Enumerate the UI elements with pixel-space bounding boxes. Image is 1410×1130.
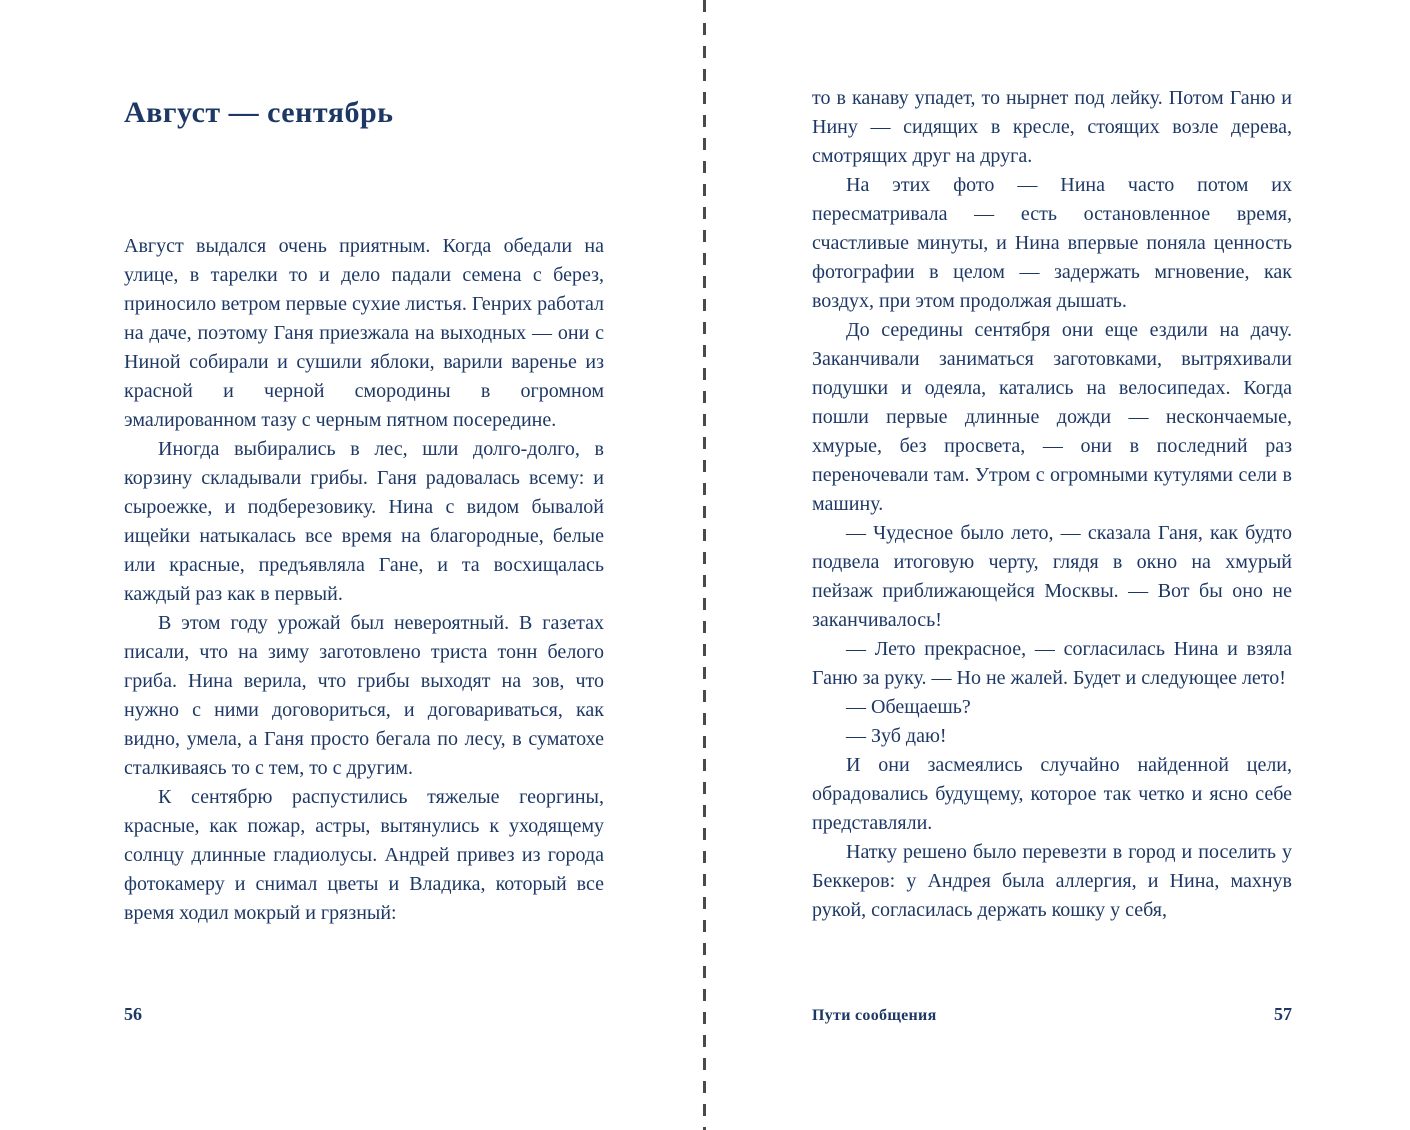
- right-footer: [812, 1004, 1292, 1025]
- paragraph: И они засмеялись случайно найденной цели, обрадовались будущему, которое так четко и ясно себе представляли.: [812, 754, 1292, 834]
- page-right: [705, 0, 1410, 1130]
- paragraph: — Обещаешь?: [846, 696, 971, 718]
- paragraph: В этом году урожай был невероятный. В газетах писали, что на зиму заготовлено триста тонн белого гриба. Нина верила, что грибы выходят на зов, что нужно с ними договориться, и договариваться, как видно, умела, а Ганя просто бегала по лесу, в суматохе сталкиваясь то с тем, то с другим.: [124, 612, 604, 779]
- paragraph: До середины сентября они еще ездили на дачу. Заканчивали заниматься заготовками, вытряхивали подушки и одеяла, катались на велосипедах. Когда пошли первые длинные дожди — нескончаемые, хмурые, без просвета, — они в последний раз переночевали там. Утром с огромными кутулями сели в машину.: [812, 319, 1292, 515]
- page-number-right: 57: [1274, 1004, 1292, 1024]
- paragraph: — Зуб даю!: [846, 725, 947, 747]
- chapter-heading: Август — сентябрь: [124, 96, 394, 129]
- paragraph: — Чудесное было лето, — сказала Ганя, как будто подвела итоговую черту, глядя в окно на хмурый пейзаж приближающейся Москвы. — Вот бы оно не заканчивалось!: [812, 522, 1292, 631]
- paragraph: — Лето прекрасное, — согласилась Нина и взяла Ганю за руку. — Но не жалей. Будет и следующее лето!: [812, 638, 1292, 689]
- paragraph: К сентябрю распустились тяжелые георгины, красные, как пожар, астры, вытянулись к уходящему солнцу длинные гладиолусы. Андрей привез из города фотокамеру и снимал цветы и Владика, который все время ходил мокрый и грязный:: [124, 786, 604, 924]
- right-text-column: [812, 84, 1292, 925]
- left-footer: [124, 1004, 604, 1025]
- running-title: Пути сообщения: [812, 1007, 937, 1024]
- paragraph: На этих фото — Нина часто потом их пересматривала — есть остановленное время, счастливые минуты, и Нина впервые поняла ценность фотографии в целом — задержать мгновение, как воздух, при этом продолжая дышать.: [812, 174, 1292, 312]
- paragraph: Натку решено было перевезти в город и поселить у Беккеров: у Андрея была аллергия, и Нина, махнув рукой, согласилась держать кошку у себя,: [812, 841, 1292, 921]
- paragraph: Иногда выбирались в лес, шли долго-долго, в корзину складывали грибы. Ганя радовалась всему: и сыроежке, и подберезовику. Нина с видом бывалой ищейки натыкалась все время на благородные, белые или красные, предъявляла Гане, и та восхищалась каждый раз как в первый.: [124, 438, 604, 605]
- left-text-column: [124, 232, 604, 928]
- paragraph: то в канаву упадет, то нырнет под лейку. Потом Ганю и Нину — сидящих в кресле, стоящих возле дерева, смотрящих друг на друга.: [812, 87, 1292, 167]
- page-number-left: 56: [124, 1004, 142, 1024]
- paragraph: Август выдался очень приятным. Когда обедали на улице, в тарелки то и дело падали семена с берез, приносило ветром первые сухие листья. Генрих работал на даче, поэтому Ганя приезжала на выходных — они с Ниной собирали и сушили яблоки, варили варенье из красной и черной смородины в огромном эмалированном тазу с черным пятном посередине.: [124, 235, 604, 431]
